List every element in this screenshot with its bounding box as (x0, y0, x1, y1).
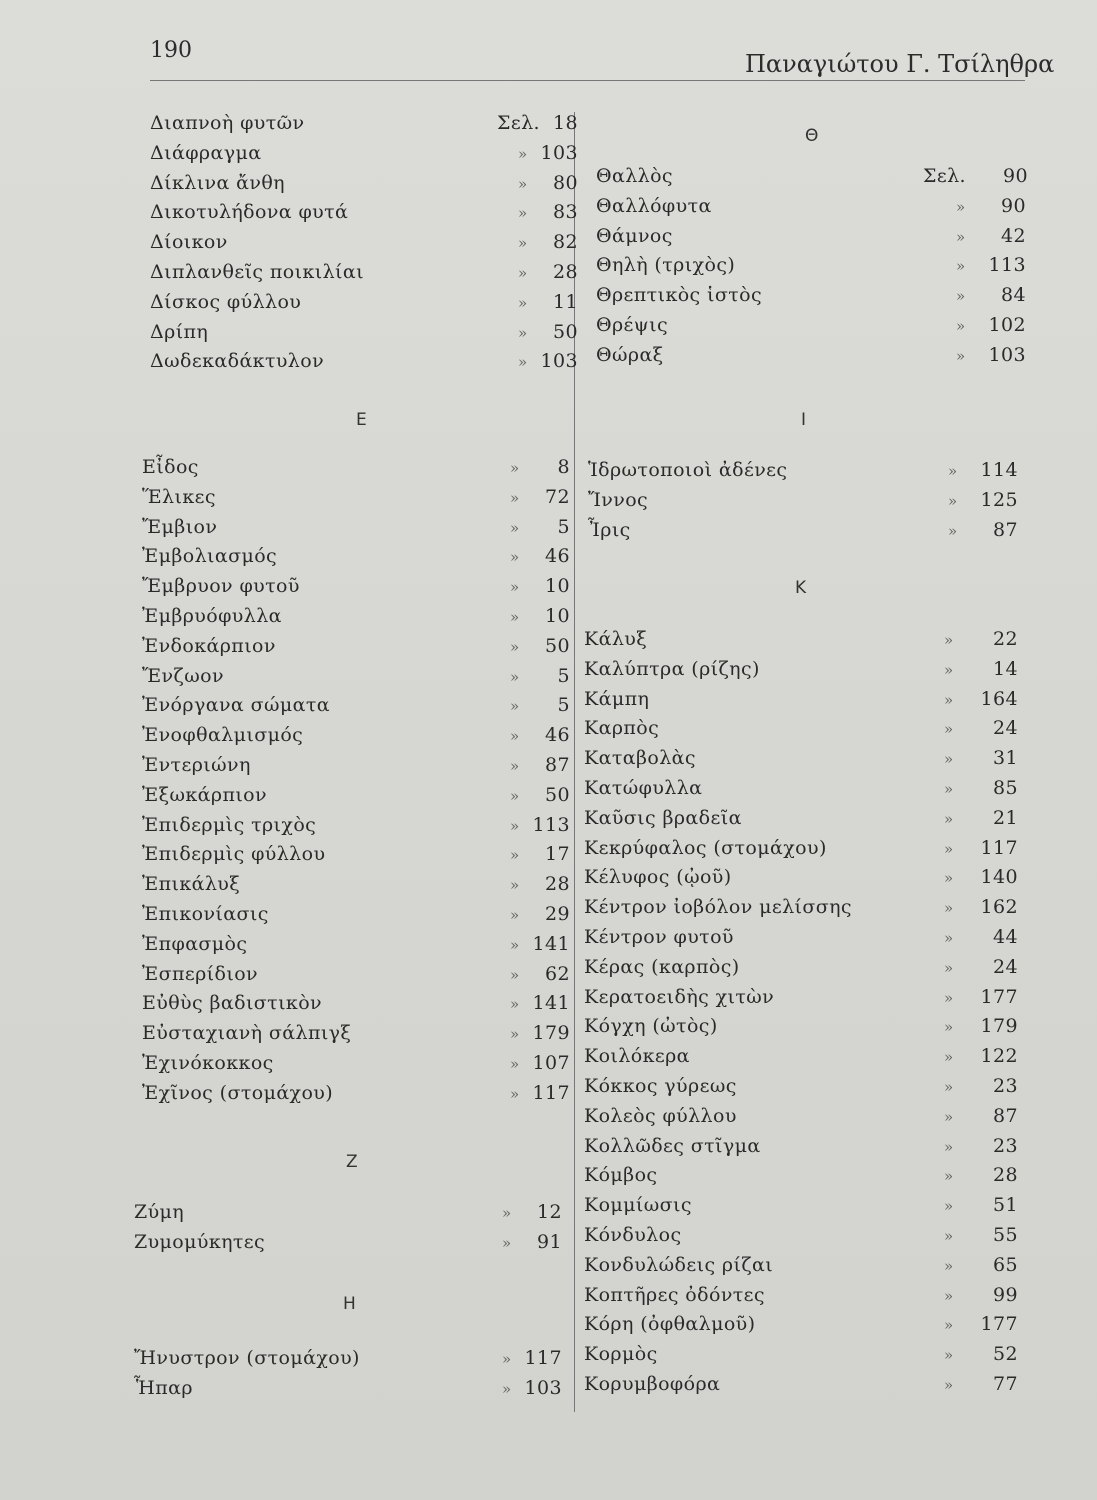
index-term: Κολεὸς φύλλου (584, 1104, 737, 1127)
ditto-mark: » (510, 965, 520, 984)
index-term: Ἧπαρ (134, 1376, 193, 1399)
ditto-mark: » (948, 491, 958, 510)
ditto-mark: » (518, 353, 528, 372)
index-term: Κερατοειδὴς χιτὼν (584, 985, 775, 1008)
index-term: Κατώφυλλα (584, 777, 703, 799)
ditto-mark: » (956, 287, 966, 306)
ditto-mark: » (510, 1055, 520, 1073)
page-reference: 23 (993, 1134, 1018, 1157)
page-reference: 5 (557, 515, 570, 538)
index-term: Ἐντεριώνη (142, 754, 251, 776)
page-reference: 46 (545, 724, 570, 747)
ditto-mark: » (502, 1350, 512, 1368)
index-term: Ἐπιδερμὶς τριχὸς (142, 813, 317, 836)
index-term: Ἴννος (588, 488, 649, 511)
page-reference: 72 (545, 485, 570, 508)
ditto-mark: » (518, 174, 528, 193)
index-term: Ἐπφασμὸς (142, 932, 248, 955)
index-term: Ἔμβρυον φυτοῦ (142, 575, 300, 598)
page-reference: 22 (993, 628, 1018, 650)
ditto-mark: » (510, 816, 520, 835)
page-reference: 117 (980, 836, 1018, 859)
index-term: Κόκκος γύρεως (584, 1075, 737, 1097)
index-term: Κέρας (καρπὸς) (584, 955, 740, 978)
ditto-mark: » (944, 1376, 954, 1394)
ditto-mark: » (948, 462, 958, 480)
index-term: Κέντρον φυτοῦ (584, 926, 734, 948)
ditto-mark: » (944, 899, 954, 918)
ditto-mark: » (518, 144, 528, 163)
page-reference: 177 (980, 985, 1018, 1008)
page-reference: 8 (557, 456, 570, 478)
page-reference: 31 (993, 747, 1018, 770)
ditto-mark: » (948, 521, 958, 540)
ditto-mark: » (510, 935, 520, 954)
index-term: Κόγχη (ὠτὸς) (584, 1015, 718, 1038)
ditto-mark: » (944, 690, 954, 709)
index-term: Κονδυλώδεις ρίζαι (584, 1253, 774, 1276)
page-reference: 50 (545, 783, 570, 806)
index-term: Δίσκος φύλλου (150, 290, 302, 313)
index-term: Ἐσπερίδιον (142, 962, 259, 985)
index-term: Κόνδυλος (584, 1224, 682, 1246)
page-reference: 103 (524, 1376, 562, 1399)
index-term: Ἐνοφθαλμισμός (142, 724, 304, 747)
page-reference: 50 (553, 320, 578, 343)
index-term: Ἔμβιον (142, 515, 218, 538)
index-term: Θηλὴ (τριχὸς) (596, 254, 736, 277)
ditto-mark: » (502, 1233, 512, 1252)
ditto-mark: » (944, 1346, 954, 1365)
ditto-mark: » (944, 1107, 954, 1126)
ditto-mark: » (944, 780, 954, 798)
header-rule (150, 80, 1025, 81)
ditto-mark: » (510, 846, 520, 865)
index-term: Ἶρις (588, 518, 631, 541)
section-letter: Z (346, 1152, 358, 1172)
page-reference: 162 (980, 896, 1018, 919)
page-reference: 87 (993, 518, 1018, 541)
section-letter: H (343, 1294, 356, 1314)
page-reference: 87 (993, 1104, 1018, 1127)
page-reference: 91 (537, 1230, 562, 1253)
ditto-mark: » (944, 958, 954, 977)
ditto-mark: » (944, 869, 954, 888)
index-term: Ζυμομύκητες (134, 1230, 266, 1253)
page-reference: 90 (1003, 165, 1028, 187)
ditto-mark: » (518, 293, 528, 312)
ditto-mark: » (956, 227, 966, 246)
index-term: Θρεπτικὸς ἱστὸς (596, 284, 763, 307)
index-term: Κάλυξ (584, 628, 648, 650)
ditto-mark: » (518, 204, 528, 223)
page-reference: 84 (1001, 284, 1026, 307)
index-term: Ἔνζωον (142, 664, 224, 687)
ditto-mark: » (956, 257, 966, 276)
index-term: Εὐθὺς βαδιστικὸν (142, 992, 322, 1015)
index-term: Ἐπικάλυξ (142, 873, 241, 896)
page-reference: 90 (1001, 194, 1026, 217)
index-term: Κορυμβοφόρα (584, 1373, 721, 1395)
section-letter: E (356, 410, 367, 430)
page-reference: 141 (532, 992, 570, 1015)
index-term: Κοιλόκερα (584, 1045, 690, 1068)
ditto-mark: » (956, 197, 966, 216)
index-term: Εἶδος (142, 456, 199, 478)
ditto-mark: » (944, 839, 954, 858)
page-reference: 65 (993, 1253, 1018, 1276)
ditto-mark: » (944, 1197, 954, 1216)
index-term: Θρέψις (596, 314, 668, 336)
page-reference: 179 (532, 1022, 570, 1045)
ditto-mark: » (510, 727, 520, 746)
page-prefix: Σελ. (923, 165, 966, 187)
page-reference: 85 (993, 777, 1018, 799)
ditto-mark: » (944, 660, 954, 679)
page-reference: 103 (988, 343, 1026, 366)
index-term: Δίοικον (150, 231, 228, 254)
page-reference: 24 (993, 955, 1018, 978)
ditto-mark: » (944, 1078, 954, 1096)
page-reference: 44 (993, 926, 1018, 948)
index-term: Καταβολὰς (584, 747, 696, 770)
page-reference: 77 (993, 1373, 1018, 1395)
index-term: Κέλυφος (ᾠοῦ) (584, 866, 732, 889)
index-term: Ἐμβολιασμός (142, 545, 278, 568)
ditto-mark: » (944, 988, 954, 1007)
ditto-mark: » (518, 323, 528, 342)
page-reference: 107 (532, 1052, 570, 1074)
ditto-mark: » (510, 995, 520, 1014)
index-term: Εὐσταχιανὴ σάλπιγξ (142, 1022, 352, 1045)
ditto-mark: » (510, 876, 520, 895)
page-reference: 117 (532, 1081, 570, 1104)
index-term: Ἐχῖνος (στομάχου) (142, 1081, 334, 1104)
ditto-mark: » (944, 1227, 954, 1245)
ditto-mark: » (944, 1018, 954, 1037)
ditto-mark: » (956, 346, 966, 365)
section-letter: Θ (805, 126, 819, 146)
page-reference: 14 (993, 657, 1018, 680)
index-term: Κολλῶδες στῖγμα (584, 1134, 761, 1157)
ditto-mark: » (510, 548, 520, 567)
page-reference: 5 (557, 694, 570, 717)
page-reference: 18 (553, 112, 578, 134)
index-term: Δικοτυλήδονα φυτά (150, 201, 349, 224)
page-reference: 122 (980, 1045, 1018, 1068)
page-reference: 10 (545, 605, 570, 627)
ditto-mark: » (944, 1137, 954, 1156)
page-reference: 21 (993, 806, 1018, 829)
ditto-mark: » (944, 929, 954, 947)
index-term: Ζύμη (134, 1201, 185, 1223)
page-reference: 24 (993, 717, 1018, 740)
page-reference: 5 (557, 664, 570, 687)
index-term: Θαλλόφυτα (596, 194, 712, 217)
ditto-mark: » (518, 264, 528, 282)
ditto-mark: » (944, 720, 954, 739)
index-term: Κάμπη (584, 687, 650, 710)
ditto-mark: » (518, 234, 528, 253)
ditto-mark: » (956, 317, 966, 335)
page-prefix: Σελ. (497, 112, 540, 134)
index-term: Κέντρον ἰοβόλον μελίσσης (584, 896, 852, 919)
index-term: Ἐπιδερμὶς φύλλου (142, 843, 326, 866)
page-reference: 50 (545, 634, 570, 657)
page-reference: 29 (545, 903, 570, 925)
ditto-mark: » (502, 1379, 512, 1398)
page-reference: 87 (545, 754, 570, 776)
index-term: Κόρη (ὀφθαλμοῦ) (584, 1313, 756, 1336)
ditto-mark: » (944, 1167, 954, 1186)
index-term: Καλύπτρα (ρίζης) (584, 657, 760, 680)
ditto-mark: » (944, 1256, 954, 1275)
page-reference: 113 (988, 254, 1026, 277)
page-reference: 28 (553, 261, 578, 283)
page-reference: 23 (993, 1075, 1018, 1097)
index-term: Κορμὸς (584, 1343, 658, 1366)
page-reference: 141 (532, 932, 570, 955)
index-term: Καρπὸς (584, 717, 660, 740)
index-term: Κοπτῆρες ὀδόντες (584, 1283, 765, 1306)
section-letter: K (795, 578, 807, 598)
page-number: 190 (150, 38, 192, 63)
section-letter: I (801, 410, 807, 430)
page-reference: 62 (545, 962, 570, 985)
ditto-mark: » (944, 1316, 954, 1335)
page-reference: 113 (532, 813, 570, 836)
index-term: Διαπνοὴ φυτῶν (150, 112, 305, 134)
ditto-mark: » (510, 518, 520, 537)
ditto-mark: » (510, 578, 520, 597)
index-term: Θάμνος (596, 224, 673, 247)
running-head: Παναγιώτου Γ. Τσίληθρα (745, 50, 1055, 78)
ditto-mark: » (502, 1204, 512, 1222)
page-reference: 140 (980, 866, 1018, 889)
index-term: Ἐνδοκάρπιον (142, 634, 276, 657)
index-term: Κεκρύφαλος (στομάχου) (584, 836, 827, 859)
ditto-mark: » (510, 1025, 520, 1044)
ditto-mark: » (510, 786, 520, 805)
page-reference: 52 (993, 1343, 1018, 1366)
page-reference: 12 (537, 1201, 562, 1223)
ditto-mark: » (944, 1286, 954, 1305)
ditto-mark: » (510, 459, 520, 477)
page-reference: 179 (980, 1015, 1018, 1038)
index-term: Ἐξωκάρπιον (142, 783, 267, 806)
page-reference: 55 (993, 1224, 1018, 1246)
index-term: Ἱδρωτοποιοὶ ἀδένες (588, 459, 788, 481)
page-reference: 177 (980, 1313, 1018, 1336)
page-reference: 103 (540, 350, 578, 373)
page-reference: 114 (980, 459, 1018, 481)
ditto-mark: » (510, 757, 520, 775)
page-reference: 42 (1001, 224, 1026, 247)
ditto-mark: » (510, 1084, 520, 1103)
page-reference: 82 (553, 231, 578, 254)
index-term: Ἐχινόκοκκος (142, 1052, 274, 1074)
page-reference: 28 (545, 873, 570, 896)
page-reference: 17 (545, 843, 570, 866)
index-term: Διπλανθεῖς ποικιλίαι (150, 261, 364, 283)
page-reference: 164 (980, 687, 1018, 710)
index-term: Διάφραγμα (150, 141, 262, 164)
page-reference: 103 (540, 141, 578, 164)
ditto-mark: » (510, 697, 520, 716)
ditto-mark: » (510, 488, 520, 507)
ditto-mark: » (944, 809, 954, 828)
index-term: Κόμβος (584, 1164, 658, 1187)
index-term: Ἐμβρυόφυλλα (142, 605, 282, 627)
index-term: Κομμίωσις (584, 1194, 692, 1217)
ditto-mark: » (944, 750, 954, 769)
index-term: Θώραξ (596, 343, 664, 366)
ditto-mark: » (944, 1048, 954, 1067)
page-reference: 117 (524, 1347, 562, 1369)
page-reference: 28 (993, 1164, 1018, 1187)
page-reference: 10 (545, 575, 570, 598)
ditto-mark: » (510, 906, 520, 924)
page-reference: 83 (553, 201, 578, 224)
index-term: Δρίπη (150, 320, 209, 343)
page-reference: 102 (988, 314, 1026, 336)
index-term: Ἐπικονίασις (142, 903, 269, 925)
index-term: Ἐνόργανα σώματα (142, 694, 330, 717)
page-reference: 80 (553, 171, 578, 194)
ditto-mark: » (510, 667, 520, 686)
page-reference: 99 (993, 1283, 1018, 1306)
page-reference: 125 (980, 488, 1018, 511)
index-term: Δίκλινα ἄνθη (150, 171, 285, 194)
index-term: Ἕλικες (142, 485, 216, 508)
index-term: Θαλλὸς (596, 165, 673, 187)
page-reference: 46 (545, 545, 570, 568)
page-reference: 11 (553, 290, 578, 313)
index-term: Δωδεκαδάκτυλον (150, 350, 325, 373)
page-reference: 51 (993, 1194, 1018, 1217)
index-term: Καῦσις βραδεῖα (584, 806, 742, 829)
ditto-mark: » (944, 631, 954, 649)
index-term: Ἤνυστρον (στομάχου) (134, 1347, 360, 1369)
ditto-mark: » (510, 608, 520, 626)
ditto-mark: » (510, 637, 520, 656)
